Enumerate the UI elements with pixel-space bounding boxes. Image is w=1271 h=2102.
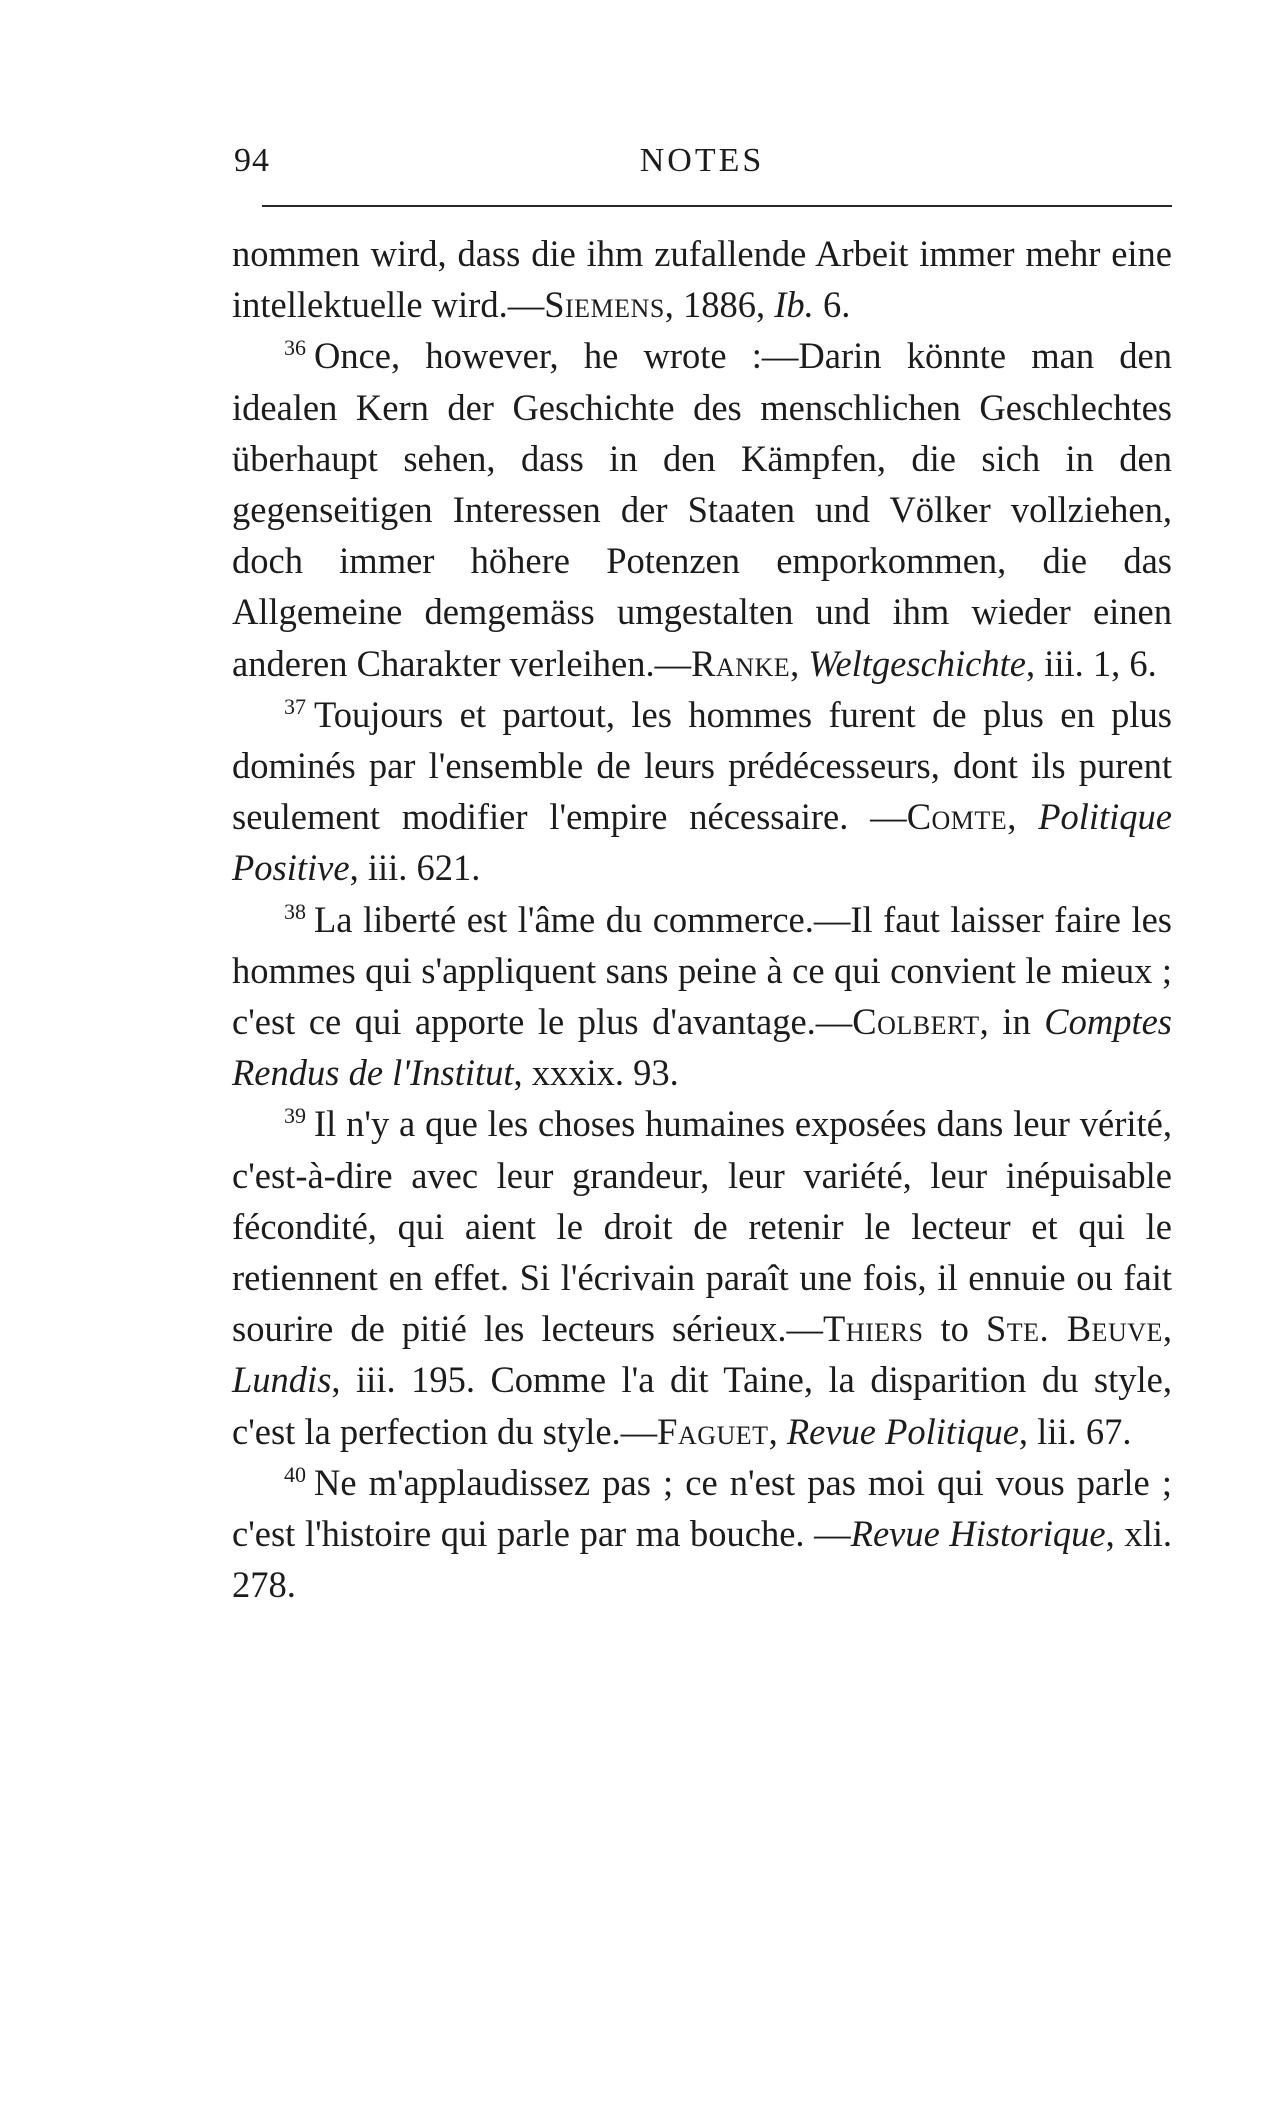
note-40: $^{40}$ Ne m'applaudissez pas ; ce n'est pas moi qui vous parle ; c'est l'histoire qui parle par ma bouche. —Revue Historique, xli. 278. (232, 1461, 1172, 1606)
note-36: $^{36}$ Once, however, he wrote :—Darin könnte man den idealen Kern der Geschichte des menschlichen Geschlechtes überhaupt sehen, dass in den Kämpfen, die sich in den gegenseitigen Interessen der Staaten und Völker vollziehen, doch immer höhere Potenzen emporkommen, die das Allgemeine demgemäss umgestalten und ihm wieder einen anderen Charakter verleihen.—Ranke, Weltgeschichte, iii. 1, 6. (232, 335, 1172, 684)
note-number: 36 (284, 335, 306, 361)
note-number: 37 (284, 693, 306, 719)
note-37: $^{37}$ Toujours et partout, les hommes furent de plus en plus dominés par l'ensemble de leurs prédécesseurs, dont ils purent seulement modifier l'empire nécessaire. —Comte, Politique Positive, iii. 621. (232, 693, 1172, 889)
note-38: $^{38}$ La liberté est l'âme du commerce.—Il faut laisser faire les hommes qui s'appliquent sans peine à ce qui convient le mieux ; c'est ce qui apporte le plus d'avantage.—Colbert, in Comptes Rendus de l'Institut, xxxix. 93. (232, 898, 1172, 1094)
header-rule (262, 205, 1172, 207)
note-39: $^{39}$ Il n'y a que les choses humaines exposées dans leur vérité, c'est-à-dire avec leur grandeur, leur variété, leur inépuisable fécondité, qui aient le droit de retenir le lecteur et qui le retiennent en effet. Si l'écrivain paraît une fois, il ennuie ou fait sourire de pitié les lecteurs sérieux.—Thiers to Ste. Beuve, Lundis, iii. 195. Comme l'a dit Taine, la disparition du style, c'est la perfection du style.—Faguet, Revue Politique, lii. 67. (232, 1103, 1172, 1452)
notes-body (232, 228, 1172, 1610)
note-number: 38 (284, 898, 306, 924)
running-head (232, 142, 1172, 182)
note-number: 39 (284, 1103, 306, 1129)
page-title: NOTES (639, 142, 765, 179)
note-continuation: nommen wird, dass die ihm zufallende Arbeit immer mehr eine intellektuelle wird.—Siemens, 1886, Ib. 6. (232, 233, 1172, 326)
note-number: 40 (284, 1461, 306, 1487)
page-number: 94 (234, 142, 270, 179)
